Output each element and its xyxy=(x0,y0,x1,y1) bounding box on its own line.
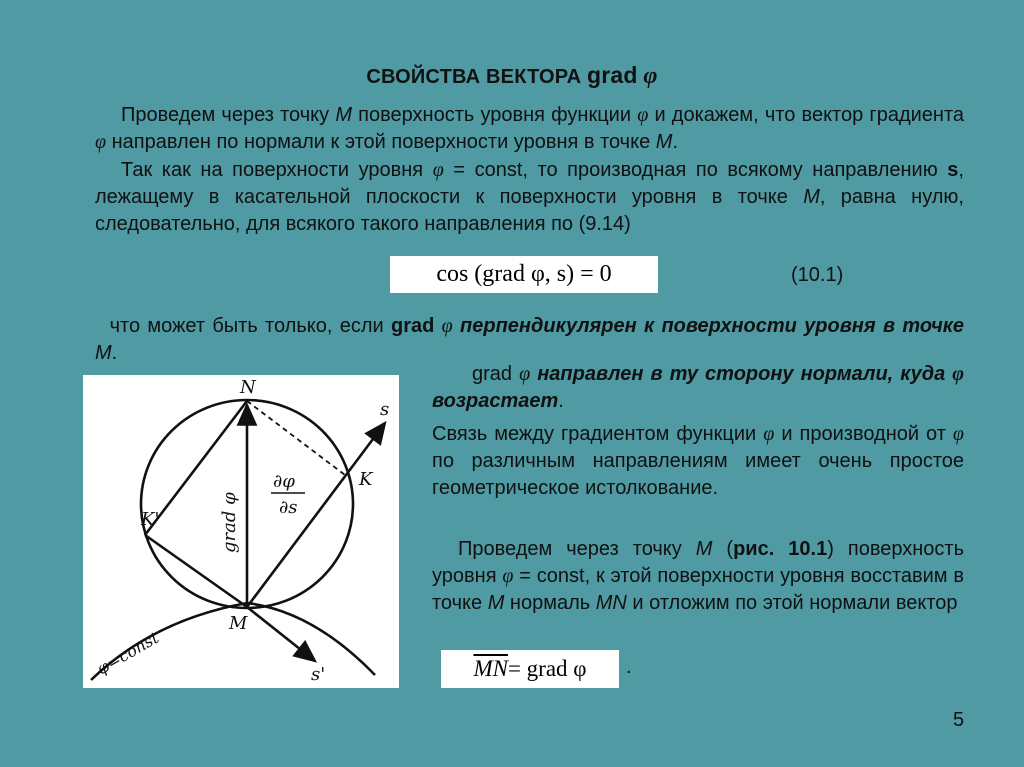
page-number: 5 xyxy=(953,709,965,731)
p3-text-1: что может быть только, если xyxy=(109,315,391,337)
p2-vector-s: s xyxy=(947,159,959,181)
p4-text-1: направлен в ту сторону нормали, куда xyxy=(530,363,953,385)
p2-text-3: , лежащему в касательной плоскости к поверхности уровня в точке xyxy=(95,159,964,208)
p5-text-3: по различным направлениям имеет очень простое геометрическое истолкование. xyxy=(432,450,964,499)
label-ds: ∂s xyxy=(279,497,298,518)
label-dphi: ∂φ xyxy=(273,471,295,492)
p1-point-m-2: М xyxy=(655,131,673,153)
equation-number: (10.1) xyxy=(791,264,844,286)
p3-grad: grad xyxy=(390,315,435,337)
p5-phi-2: φ xyxy=(952,423,964,445)
label-phi-const: φ=const xyxy=(93,627,163,679)
p4-grad: grad xyxy=(472,363,513,385)
label-k: K xyxy=(359,469,373,490)
p2-text-2: = const, то производная по всякому направлению xyxy=(443,159,948,181)
formula-1-text: cos (grad φ, s) = 0 xyxy=(436,261,612,287)
p4-text-2: возрастает xyxy=(432,390,559,412)
p1-text-2: поверхность уровня функции xyxy=(352,104,638,126)
p6-normal-mn: MN xyxy=(595,592,627,614)
p5-text-1: Связь между градиентом функции xyxy=(432,423,764,445)
p2-text-4: , равна нулю, следовательно, для всякого такого направления по (9.14) xyxy=(95,186,964,235)
label-n: N xyxy=(240,377,256,398)
formula-mn-grad xyxy=(441,650,619,688)
p6-text-6: и отложим по этой нормали вектор xyxy=(626,592,958,614)
p4-text-3: . xyxy=(558,390,564,412)
p6-text-5: нормаль xyxy=(504,592,596,614)
paragraph-4 xyxy=(432,361,964,415)
p5-phi-1: φ xyxy=(763,423,775,445)
p6-text-2: ( xyxy=(712,538,734,560)
label-m: M xyxy=(229,613,248,634)
slide-title xyxy=(0,62,1024,90)
label-s-prime: s' xyxy=(311,664,326,685)
paragraph-2 xyxy=(95,157,964,238)
p3-text-2: перпендикулярен к поверхности уровня в точке xyxy=(452,315,964,337)
paragraph-5 xyxy=(432,421,964,502)
formula-2-rhs: = grad φ xyxy=(507,656,587,681)
label-grad-phi: grad φ xyxy=(219,492,240,553)
p6-point-m-2: М xyxy=(487,592,505,614)
paragraph-6 xyxy=(432,536,964,617)
p5-text-2: и производной от xyxy=(774,423,953,445)
p6-figure-ref: рис. 10.1 xyxy=(733,538,828,560)
paragraph-1 xyxy=(95,102,964,156)
p1-point-m: М xyxy=(335,104,352,126)
formula-2-lhs: $\overline{MN}$ xyxy=(473,656,508,681)
p3-point-m: М xyxy=(95,342,112,364)
formula-2-trail: . xyxy=(626,656,632,678)
direction-s-prime-vector xyxy=(247,607,315,661)
label-s: s xyxy=(380,399,390,420)
p3-phi: φ xyxy=(441,315,453,337)
p1-phi-2: φ xyxy=(95,131,107,153)
p1-text-5: . xyxy=(672,131,678,153)
title-phi: φ xyxy=(643,63,658,89)
p3-text-3: . xyxy=(111,342,118,364)
p6-point-m: М xyxy=(695,538,713,560)
p2-point-m: М xyxy=(803,186,820,208)
p6-phi: φ xyxy=(502,565,514,587)
p1-text-4: направлен по нормали к этой поверхности уровня в точке xyxy=(106,131,656,153)
p1-text-3: и докажем, что вектор градиента xyxy=(648,104,965,126)
p4-phi-2: φ xyxy=(952,363,964,385)
label-k-prime: K' xyxy=(141,509,160,530)
p6-text-1: Проведем через точку xyxy=(458,538,696,560)
paragraph-3 xyxy=(95,313,964,367)
p6-text-4: = const, к этой поверхности уровня восставим в точке xyxy=(432,565,965,614)
p1-text-1: Проведем через точку xyxy=(121,104,336,126)
p2-phi: φ xyxy=(432,159,444,181)
p2-text-1: Так как на поверхности уровня xyxy=(121,159,433,181)
p6-text-3: ) поверхность уровня xyxy=(432,538,964,587)
direction-s-vector xyxy=(247,423,385,607)
title-prefix: СВОЙСТВА ВЕКТОРА xyxy=(366,66,587,88)
p1-phi-1: φ xyxy=(637,104,649,126)
figure-10-1 xyxy=(83,375,399,688)
figure-drawing xyxy=(83,375,399,688)
formula-cos-grad xyxy=(390,256,658,293)
title-grad: grad xyxy=(587,62,638,88)
p4-phi-1: φ xyxy=(519,363,531,385)
